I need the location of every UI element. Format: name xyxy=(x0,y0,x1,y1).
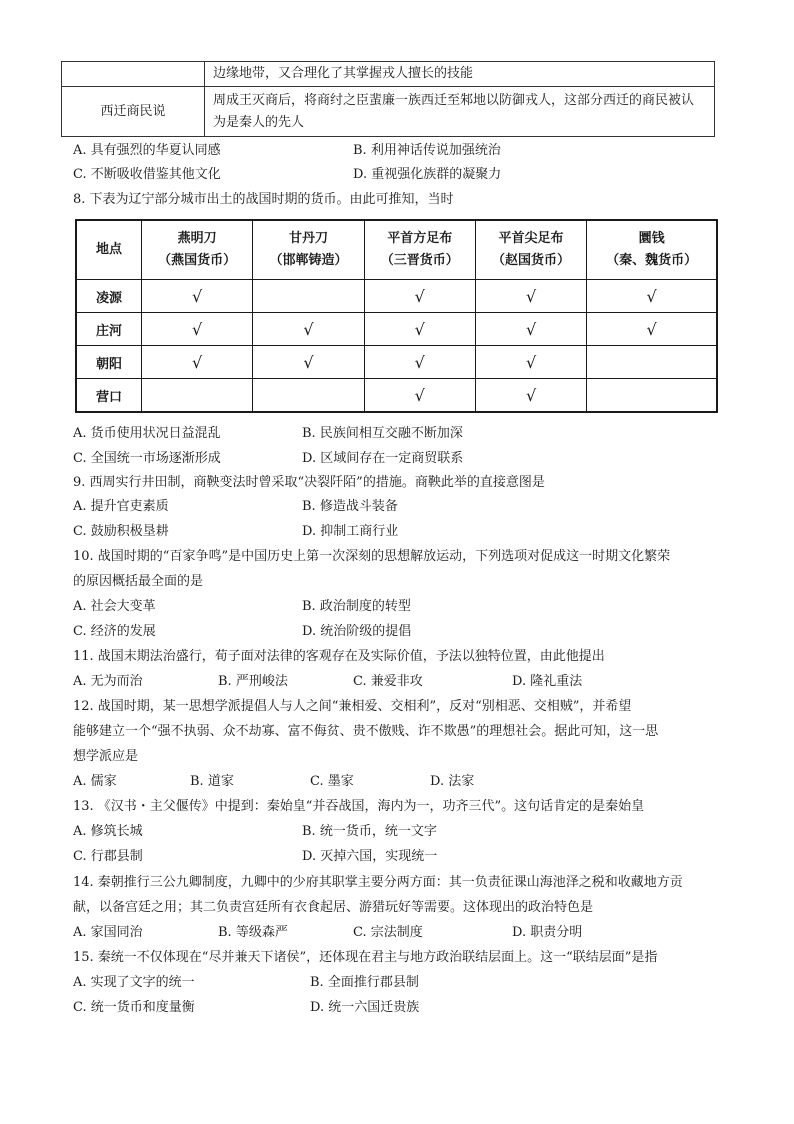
q11-stem: 11. 战国末期法治盛行，荀子面对法律的客观存在及实际价值，予法以独特位置，由此他提出 xyxy=(73,649,605,664)
q14-option-c: C. 宗法制度 xyxy=(353,925,423,940)
check-cell xyxy=(253,379,364,413)
q10-option-b: B. 政治制度的转型 xyxy=(302,599,411,614)
q12-stem: 12. 战国时期，某一思想学派提倡人与人之间“兼相爱、交相利”，反对“别相恶、交相贼”，并希望 xyxy=(73,699,632,714)
q9-option-b: B. 修造战斗装备 xyxy=(302,499,398,514)
table-row xyxy=(76,346,717,379)
q12-option-d: D. 法家 xyxy=(430,774,475,789)
check-cell: √ xyxy=(475,313,586,346)
check-cell: √ xyxy=(475,280,586,313)
coin-header: 圜钱 （秦、魏货币） xyxy=(587,220,717,280)
check-cell: √ xyxy=(364,346,475,379)
check-cell: √ xyxy=(253,346,364,379)
q8-stem: 8. 下表为辽宁部分城市出土的战国时期的货币。由此可推知，当时 xyxy=(73,192,454,207)
q12-stem: 想学派应是 xyxy=(73,749,139,764)
q10-stem: 的原因概括最全面的是 xyxy=(73,574,204,589)
q15-stem: 15. 秦统一不仅体现在“尽并兼天下诸侯”，还体现在君主与地方政治联结层面上。这一“联结层面”是指 xyxy=(73,950,658,965)
coin-header: 燕明刀 （燕国货币） xyxy=(142,220,253,280)
q11-option-d: D. 隆礼重法 xyxy=(512,674,583,689)
q14-option-a: A. 家国同治 xyxy=(73,925,143,940)
q12-stem: 能够建立一个“强不执弱、众不劫寡、富不侮贫、贵不傲贱、诈不欺愚”的理想社会。据此可知，这一思 xyxy=(73,724,659,739)
q7-option-a: A. 具有强烈的华夏认同感 xyxy=(73,143,221,158)
top-table-label: 西迁商民说 xyxy=(62,87,205,137)
coin-table xyxy=(75,219,718,413)
q7-option-d: D. 重视强化族群的凝聚力 xyxy=(353,167,502,182)
check-cell: √ xyxy=(475,346,586,379)
q10-stem: 10. 战国时期的“百家争鸣”是中国历史上第一次深刻的思想解放运动，下列选项对促成这一时期文化繁荣 xyxy=(73,549,671,564)
coin-header: 平首方足布 （三晋货币） xyxy=(364,220,475,280)
q13-option-b: B. 统一货币，统一文字 xyxy=(302,824,437,839)
q13-option-a: A. 修筑长城 xyxy=(73,824,143,839)
table-row xyxy=(76,313,717,346)
check-cell: √ xyxy=(142,346,253,379)
q8-option-c: C. 全国统一市场逐渐形成 xyxy=(73,451,221,466)
q12-option-c: C. 墨家 xyxy=(310,774,354,789)
q14-option-d: D. 职责分明 xyxy=(512,925,583,940)
q14-option-b: B. 等级森严 xyxy=(218,925,288,940)
check-cell: √ xyxy=(364,379,475,413)
q9-option-a: A. 提升官吏素质 xyxy=(73,499,169,514)
check-cell: √ xyxy=(587,313,717,346)
q15-option-b: B. 全面推行郡县制 xyxy=(310,975,419,990)
q7-option-c: C. 不断吸收借鉴其他文化 xyxy=(73,167,221,182)
check-cell: √ xyxy=(142,280,253,313)
q10-option-a: A. 社会大变革 xyxy=(73,599,156,614)
q9-stem: 9. 西周实行井田制，商鞅变法时曾采取“决裂阡陌”的措施。商鞅此举的直接意图是 xyxy=(73,475,545,490)
check-cell xyxy=(253,280,364,313)
q11-option-c: C. 兼爱非攻 xyxy=(353,674,423,689)
check-cell: √ xyxy=(364,313,475,346)
q10-option-c: C. 经济的发展 xyxy=(73,624,156,639)
q9-option-c: C. 鼓励积极垦耕 xyxy=(73,524,169,539)
coin-header: 平首尖足布 （赵国货币） xyxy=(475,220,586,280)
check-cell: √ xyxy=(475,379,586,413)
q14-stem: 献，以备宫廷之用；其二负责宫廷所有衣食起居、游猎玩好等需要。这体现出的政治特色是 xyxy=(73,900,594,915)
check-cell: √ xyxy=(364,280,475,313)
q7-option-b: B. 利用神话传说加强统治 xyxy=(353,143,501,158)
q15-option-c: C. 统一货币和度量衡 xyxy=(73,1000,195,1015)
q15-option-d: D. 统一六国迁贵族 xyxy=(310,1000,420,1015)
check-cell: √ xyxy=(142,313,253,346)
coin-header: 甘丹刀 （邯郸铸造） xyxy=(253,220,364,280)
q13-stem: 13. 《汉书・主父偃传》中提到：秦始皇“并吞战国，海内为一，功齐三代”。这句话肯定的是秦始皇 xyxy=(73,799,645,814)
q11-option-a: A. 无为而治 xyxy=(73,674,143,689)
q8-option-a: A. 货币使用状况日益混乱 xyxy=(73,426,221,441)
top-table-label xyxy=(62,62,205,87)
q15-option-a: A. 实现了文字的统一 xyxy=(73,975,195,990)
q13-option-c: C. 行郡县制 xyxy=(73,849,143,864)
q14-stem: 14. 秦朝推行三公九卿制度，九卿中的少府其职掌主要分两方面：其一负责征课山海池泽之税和收藏地方贡 xyxy=(73,875,683,890)
table-row xyxy=(76,280,717,313)
top-table-text: 边缘地带，又合理化了其掌握戎人擅长的技能 xyxy=(205,62,715,87)
check-cell xyxy=(587,379,717,413)
q12-option-b: B. 道家 xyxy=(190,774,234,789)
check-cell xyxy=(142,379,253,413)
q12-option-a: A. 儒家 xyxy=(73,774,117,789)
top-table xyxy=(61,61,715,137)
check-cell xyxy=(587,346,717,379)
check-cell: √ xyxy=(253,313,364,346)
q10-option-d: D. 统治阶级的提倡 xyxy=(302,624,412,639)
check-cell: √ xyxy=(587,280,717,313)
place-cell: 庄河 xyxy=(76,313,142,346)
q9-option-d: D. 抑制工商行业 xyxy=(302,524,399,539)
q8-option-b: B. 民族间相互交融不断加深 xyxy=(302,426,463,441)
q8-option-d: D. 区域间存在一定商贸联系 xyxy=(302,451,464,466)
q11-option-b: B. 严刑峻法 xyxy=(218,674,288,689)
place-cell: 营口 xyxy=(76,379,142,413)
table-row xyxy=(76,379,717,413)
coin-table-corner: 地点 xyxy=(76,220,142,280)
top-table-text: 周成王灭商后，将商纣之臣蜚廉一族西迁至邾地以防御戎人，这部分西迁的商民被认为是秦人的先人 xyxy=(205,87,715,137)
q13-option-d: D. 灭掉六国，实现统一 xyxy=(302,849,438,864)
place-cell: 朝阳 xyxy=(76,346,142,379)
place-cell: 凌源 xyxy=(76,280,142,313)
